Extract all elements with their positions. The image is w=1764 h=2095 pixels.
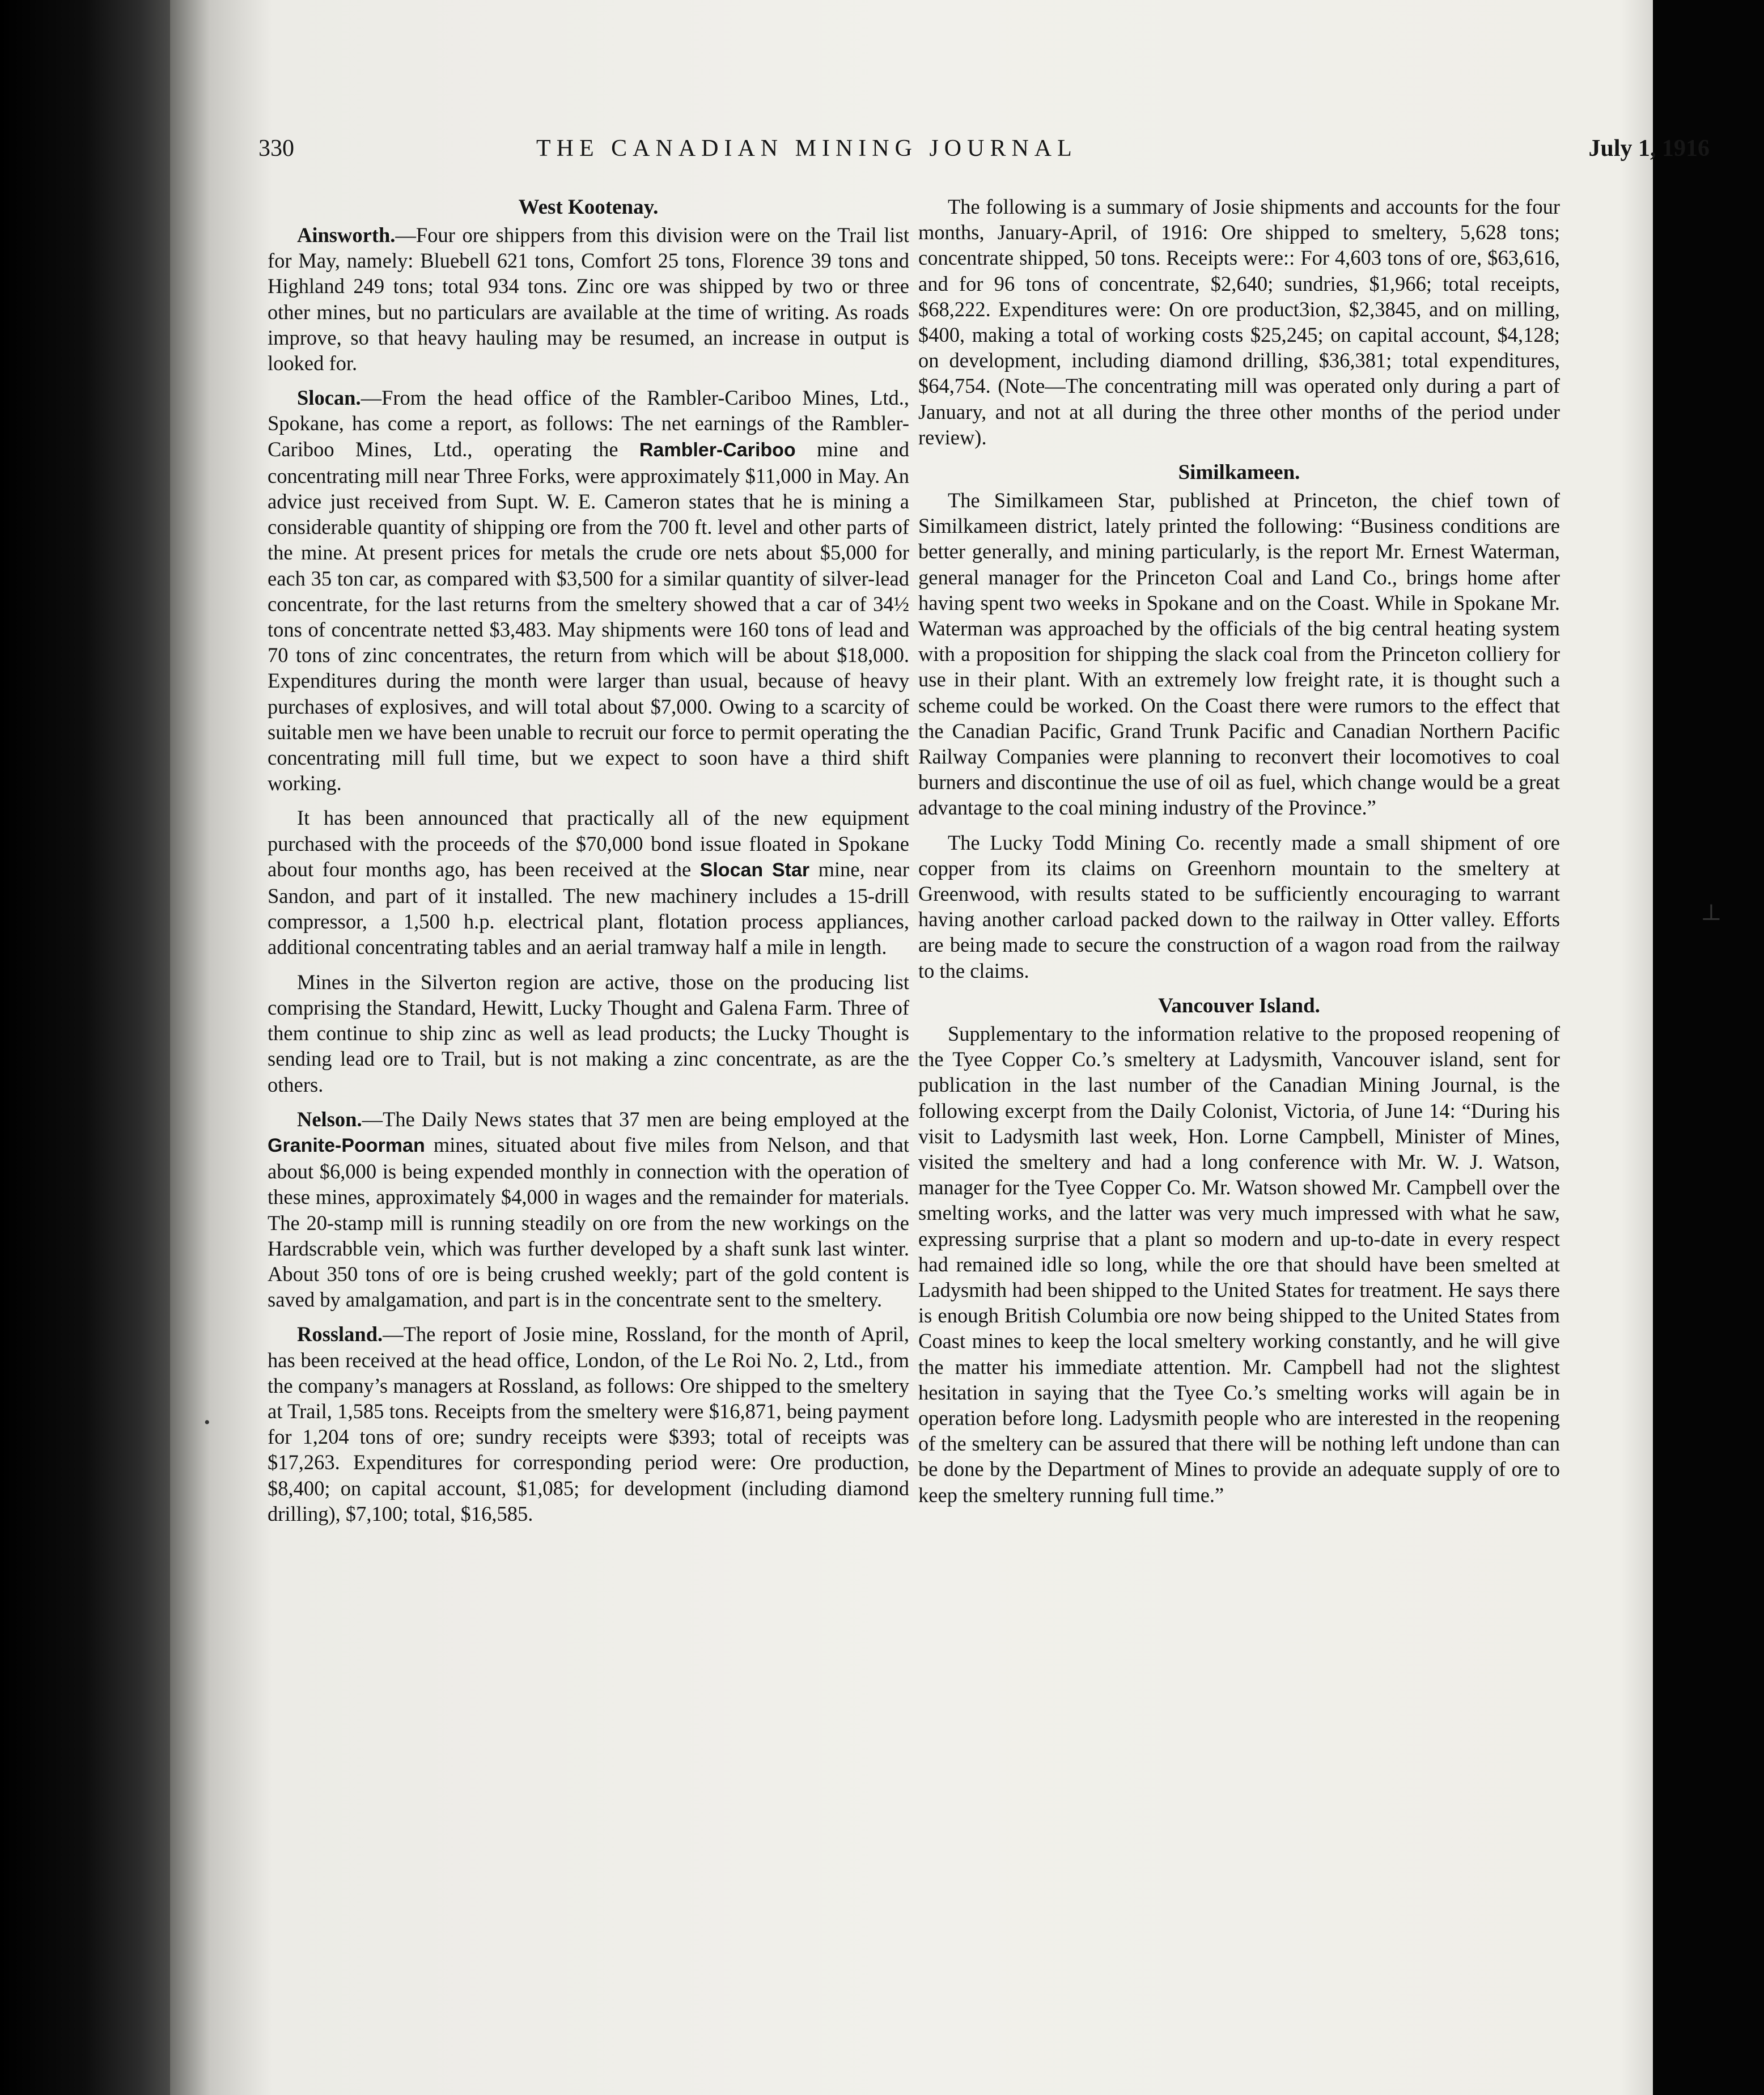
journal-title: THE CANADIAN MINING JOURNAL bbox=[536, 135, 1078, 162]
text-equipment-1: It has been announced that practically all of the new equipment purchased with the proceeds of the $70,000 bond issue floated in Spokane about four months ago, has been received at the bbox=[268, 806, 909, 881]
right-column bbox=[918, 194, 1560, 1517]
margin-pencil-mark: ⊥ bbox=[1701, 900, 1722, 925]
left-column bbox=[268, 194, 909, 1536]
paragraph-ainsworth bbox=[268, 222, 909, 376]
scan-shadow-left bbox=[0, 0, 170, 2095]
text-nelson-1: —The Daily News states that 37 men are being employed at the bbox=[362, 1107, 909, 1131]
issue-date: July 1, 1916 bbox=[1588, 135, 1710, 162]
paragraph-similkameen: The Similkameen Star, published at Princeton, the chief town of Similkameen district, lately printed the following: “Business conditions are better generally, and mining particularly, is the report Mr. Ernest Waterman, general manager for the Princeton Coal and Land Co., brings home after having spent two weeks in Spokane and on the Coast. While in Spokane Mr. Waterman was approached by the officials of the big central heating system with a proposition for shipping the slack coal from the Princeton colliery for use in their plant. With an extremely low freight rate, it is thought such a scheme could be worked. On the Coast there were rumors to the effect that the Canadian Pacific, Grand Trunk Pacific and Canadian Northern Pacific Railway Companies were planning to reconvert their locomotives to coal burners and discontinue the use of oil as fuel, which change would be a great advantage to the coal mining industry of the Province.” bbox=[918, 489, 1560, 820]
text-nelson-2: mines, situated about five miles from Nelson, and that about $6,000 is being expended monthly in connection with the operation of these mines, approximately $4,000 in wages and the remainder for materials. The 20-stamp mill is running steadily on ore from the new workings on the Hardscrabble vein, which was further developed by a shaft sunk last winter. About 350 tons of ore is being crushed weekly; part of the gold content is saved by amalgamation, and part is in the concentrate sent to the smeltery. bbox=[268, 1133, 909, 1312]
text-rossland: —The report of Josie mine, Rossland, for the month of April, has been received at the head office, London, of the Le Roi No. 2, Ltd., from the company’s managers at Rossland, as follows: Ore shipped to the smeltery at Trail, 1,585 tons. Receipts from the smeltery were $16,871, being payment for 1,204 tons of ore; sundry receipts were $393; total of receipts was $17,263. Expenditures for corresponding period were: Ore production, $8,400; on capital account, $1,085; for development (including diamond drilling), $7,100; total, $16,585. bbox=[268, 1322, 909, 1525]
margin-bullet-mark: • bbox=[204, 1413, 210, 1432]
paragraph-equipment bbox=[268, 805, 909, 960]
paragraph-silverton: Mines in the Silverton region are active, those on the producing list comprising the Standard, Hewitt, Lucky Thought and Galena Farm. Three of them continue to ship zinc as well as lead products; the Lucky Thought is sending lead ore to Trail, but is not making a zinc concentrate, as are the others. bbox=[268, 970, 909, 1096]
paragraph-vancouver-island: Supplementary to the information relative to the proposed reopening of the Tyee Copper Co.’s smeltery at Ladysmith, Vancouver island, sent for publication in the last number of the Canadian Mining Journal, is the following excerpt from the Daily Colonist, Victoria, of June 14: “During his visit to Ladysmith last week, Hon. Lorne Campbell, Minister of Mines, visited the smeltery and had a long conference with Mr. W. J. Watson, manager for the Tyee Copper Co. Mr. Watson showed Mr. Campbell over the smelting works, and the latter was very much impressed with what he saw, expressing surprise that a plant so modern and up-to-date in every respect had remained idle so long, while the ore that should have been smelted at Ladysmith had been shipped to the United States for treatment. He says there is enough British Columbia ore now being shipped to the United States from Coast mines to keep the local smeltery working constantly, and he will give the matter his immediate attention. Mr. Campbell had not the slightest hesitation in saying that the Tyee Co.’s smelting works will again be in operation before long. Ladysmith people who are interested in the reopening of the smeltery can be assured that there will be nothing left undone than can be done by the Department of Mines to provide an adequate supply of ore to keep the smeltery running full time.” bbox=[918, 1021, 1560, 1507]
lead-slocan: Slocan. bbox=[297, 386, 361, 410]
section-heading-west-kootenay: West Kootenay. bbox=[518, 196, 659, 219]
section-heading-similkameen: Similkameen. bbox=[1178, 461, 1300, 485]
page-number: 330 bbox=[258, 135, 294, 162]
lead-nelson: Nelson. bbox=[297, 1107, 362, 1131]
paragraph-nelson bbox=[268, 1106, 909, 1313]
mine-granite-poorman: Granite-Poorman bbox=[268, 1134, 425, 1156]
lead-ainsworth: Ainsworth. bbox=[297, 223, 396, 247]
text-ainsworth: —Four ore shippers from this division were on the Trail list for May, namely: Bluebell 621 tons, Comfort 25 tons, Florence 39 tons and Highland 249 tons; total 934 tons. Zinc ore was shipped by two or three other mines, but no particulars are available at the time of writing. As roads improve, so that heavy hauling may be resumed, an increase in output is looked for. bbox=[268, 223, 909, 375]
text-slocan-2: mine and concentrating mill near Three Forks, were approximately $11,000 in May. An advice just received from Supt. W. E. Cameron states that he is mining a considerable quantity of shipping ore from the 700 ft. level and other parts of the mine. At present prices for metals the crude ore nets about $5,000 for each 35 ton car, as compared with $3,500 for a similar quantity of silver-lead concentrate, for the last returns from the smeltery showed that a car of 34½ tons of concentrate netted $3,483. May shipments were 160 tons of lead and 70 tons of zinc concentrates, the return from which will be about $18,000. Expenditures during the month were larger than usual, because of heavy purchases of explosives, and will total about $7,000. Owing to a scarcity of suitable men we have been unable to recruit our force to permit operating the concentrating mill full time, but we expect to soon have a third shift working. bbox=[268, 437, 909, 795]
journal-page bbox=[170, 0, 1722, 2095]
scan-shadow-right bbox=[1653, 0, 1764, 2095]
page-header bbox=[258, 135, 1721, 169]
mine-rambler-cariboo: Rambler-Cariboo bbox=[639, 439, 796, 461]
section-heading-vancouver-island: Vancouver Island. bbox=[1158, 994, 1320, 1017]
mine-slocan-star: Slocan Star bbox=[699, 859, 810, 881]
text-slocan-1: —From the head office of the Rambler-Cariboo Mines, Ltd., Spokane, has come a report, as follows: The net earnings of the Rambler-Cariboo Mines, Ltd., operating the bbox=[268, 386, 909, 461]
paragraph-slocan bbox=[268, 385, 909, 796]
paragraph-lucky-todd: The Lucky Todd Mining Co. recently made a small shipment of ore copper from its claims on Greenhorn mountain to the smeltery at Greenwood, with results stated to be sufficiently encouraging to warrant having another carload packed down to the railway in Otter valley. Efforts are being made to secure the construction of a wagon road from the railway to the claims. bbox=[918, 830, 1560, 982]
paragraph-josie-summary: The following is a summary of Josie shipments and accounts for the four months, January-April, of 1916: Ore shipped to smeltery, 5,628 tons; concentrate shipped, 50 tons. Receipts were:: For 4,603 tons of ore, $63,616, and for 96 tons of concentrate, $2,640; sundries, $1,966; total receipts, $68,222. Expenditures were: On ore product3ion, $2,3845, and on milling, $400, making a total of working costs $25,245; on capital account, $4,128; on development, including diamond drilling, $36,381; total expenditures, $64,754. (Note—The concentrating mill was operated only during a part of January, and not at all during the three other months of the period under review). bbox=[918, 195, 1560, 449]
lead-rossland: Rossland. bbox=[297, 1322, 383, 1346]
text-equipment-2: mine, near Sandon, and part of it installed. The new machinery includes a 15-drill compressor, a 1,500 h.p. electrical plant, flotation process appliances, additional concentrating tables and an aerial tramway half a mile in length. bbox=[268, 857, 909, 959]
paragraph-rossland bbox=[268, 1321, 909, 1526]
